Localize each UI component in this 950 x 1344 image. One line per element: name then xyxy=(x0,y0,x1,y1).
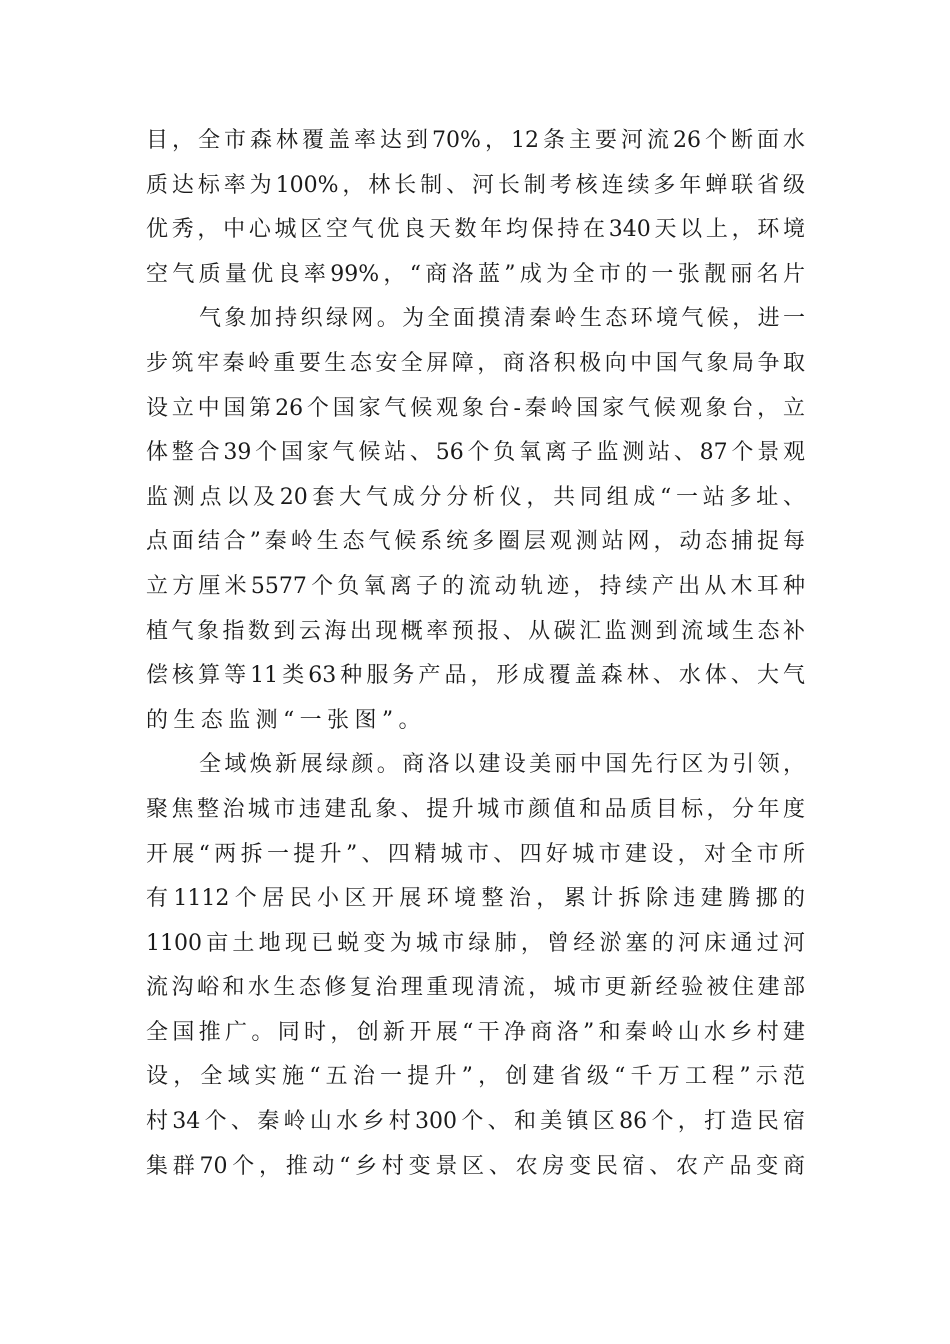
line-text: 空气质量优良率99%，“商洛蓝”成为全市的一张靓丽名片 xyxy=(146,261,805,287)
line-text: 偿核算等11类63种服务产品，形成覆盖森林、水体、大气 xyxy=(146,663,805,689)
line-text: 设立中国第26个国家气候观象台-秦岭国家气候观象台，立 xyxy=(146,395,805,421)
text-line xyxy=(146,347,805,392)
text-line xyxy=(146,258,805,303)
line-text: 的生态监测“一张图”。 xyxy=(146,707,426,733)
line-text: 集群70个，推动“乡村变景区、农房变民宿、农产品变商 xyxy=(146,1153,805,1179)
text-line xyxy=(146,793,805,838)
line-text: 有1112个居民小区开展环境整治，累计拆除违建腾挪的 xyxy=(146,886,805,912)
line-text: 体整合39个国家气候站、56个负氧离子监测站、87个景观 xyxy=(146,440,805,466)
text-line xyxy=(146,124,805,169)
body-text xyxy=(146,124,805,1194)
line-text: 全域焕新展绿颜。商洛以建设美丽中国先行区为引领， xyxy=(199,752,805,778)
text-line xyxy=(146,213,805,258)
line-text: 聚焦整治城市违建乱象、提升城市颜值和品质目标，分年度 xyxy=(146,796,805,822)
text-line xyxy=(146,659,805,704)
line-text: 步筑牢秦岭重要生态安全屏障，商洛积极向中国气象局争取 xyxy=(146,350,805,376)
text-line xyxy=(146,1016,805,1061)
line-text: 1100亩土地现已蜕变为城市绿肺，曾经淤塞的河床通过河 xyxy=(146,930,805,956)
text-line xyxy=(146,1105,805,1150)
text-line xyxy=(146,927,805,972)
text-line xyxy=(146,882,805,927)
paragraph-first-line xyxy=(146,748,805,793)
line-text: 村34个、秦岭山水乡村300个、和美镇区86个，打造民宿 xyxy=(146,1109,805,1135)
paragraph-last-line xyxy=(146,704,805,749)
text-line xyxy=(146,481,805,526)
paragraph-first-line xyxy=(146,302,805,347)
line-text: 优秀，中心城区空气优良天数年均保持在340天以上，环境 xyxy=(146,217,805,243)
line-text: 立方厘米5577个负氧离子的流动轨迹，持续产出从木耳种 xyxy=(146,573,805,599)
line-text: 开展“两拆一提升”、四精城市、四好城市建设，对全市所 xyxy=(146,841,805,867)
text-line xyxy=(146,525,805,570)
text-line xyxy=(146,570,805,615)
text-line xyxy=(146,1150,805,1195)
line-text: 点面结合”秦岭生态气候系统多圈层观测站网，动态捕捉每 xyxy=(146,529,805,555)
text-line xyxy=(146,1060,805,1105)
line-text: 质达标率为100%，林长制、河长制考核连续多年蝉联省级 xyxy=(146,172,805,198)
text-line xyxy=(146,971,805,1016)
line-text: 植气象指数到云海出现概率预报、从碳汇监测到流域生态补 xyxy=(146,618,805,644)
line-text: 设，全域实施“五治一提升”，创建省级“千万工程”示范 xyxy=(146,1064,805,1090)
text-line xyxy=(146,838,805,883)
line-text: 监测点以及20套大气成分分析仪，共同组成“一站多址、 xyxy=(146,484,805,510)
line-text: 流沟峪和水生态修复治理重现清流，城市更新经验被住建部 xyxy=(146,975,805,1001)
line-text: 目，全市森林覆盖率达到70%，12条主要河流26个断面水 xyxy=(146,128,805,153)
line-text: 气象加持织绿网。为全面摸清秦岭生态环境气候，进一 xyxy=(199,306,805,332)
text-line xyxy=(146,436,805,481)
text-line xyxy=(146,615,805,660)
text-line xyxy=(146,392,805,437)
text-line xyxy=(146,169,805,214)
line-text: 全国推广。同时，创新开展“干净商洛”和秦岭山水乡村建 xyxy=(146,1019,805,1045)
